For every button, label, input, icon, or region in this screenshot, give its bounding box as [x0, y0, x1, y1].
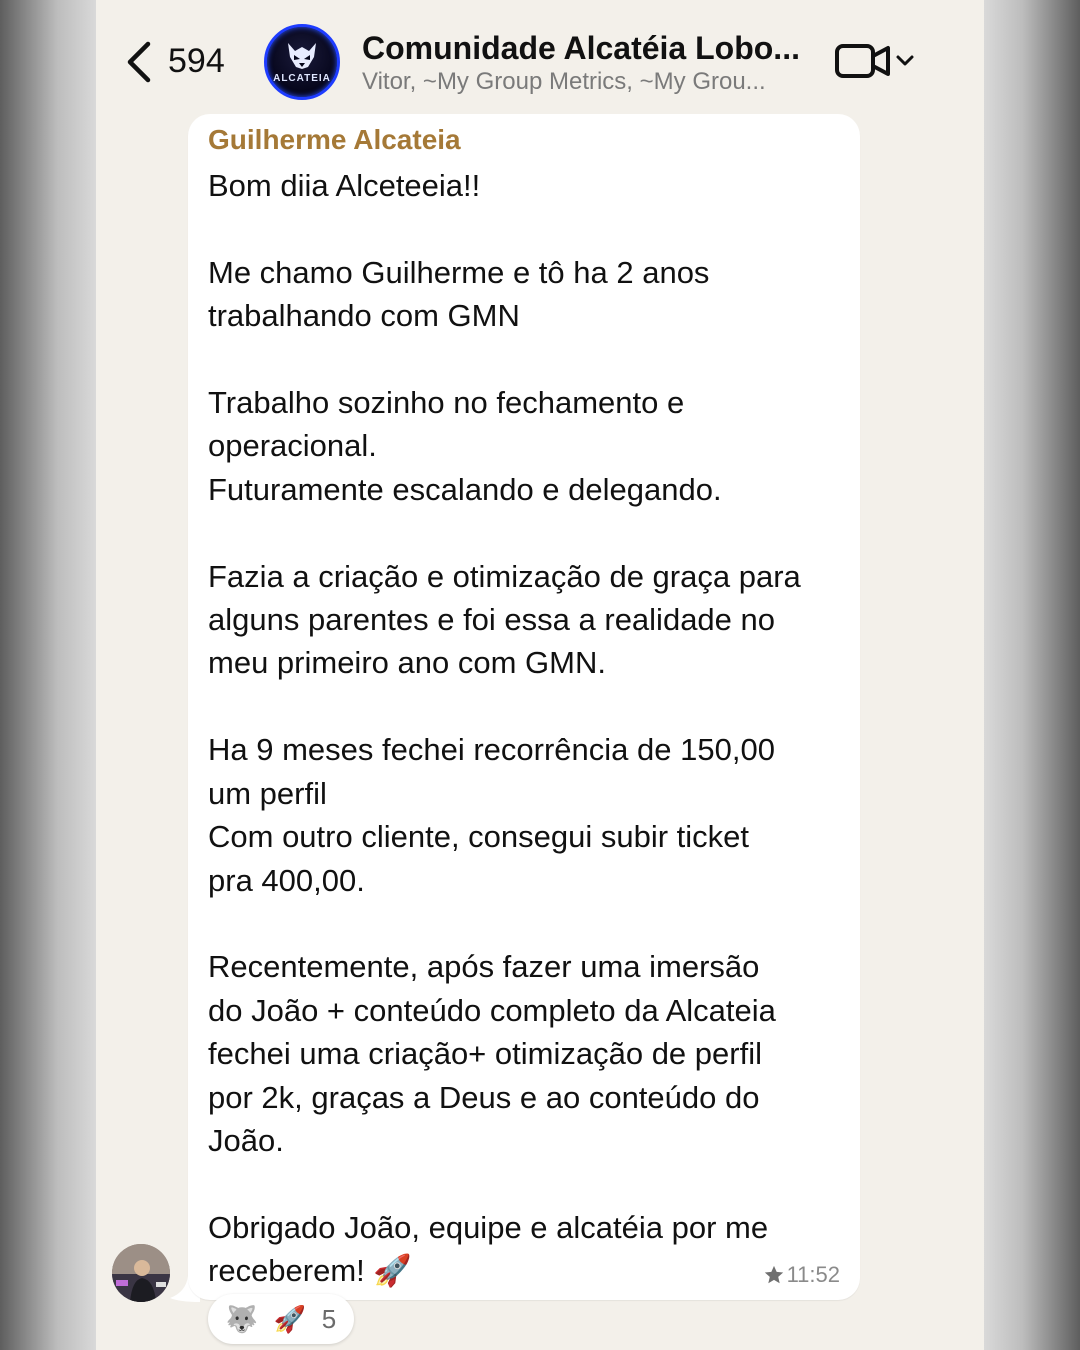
chat-screen	[96, 0, 984, 1350]
person-photo-icon	[112, 1244, 170, 1302]
video-camera-icon	[834, 41, 894, 81]
sender-avatar[interactable]	[112, 1244, 170, 1302]
reactions-pill[interactable]	[208, 1294, 354, 1344]
group-members[interactable]: Vitor, ~My Group Metrics, ~My Grou...	[362, 68, 766, 95]
timestamp-text: 11:52	[786, 1262, 840, 1287]
star-icon	[763, 1264, 785, 1286]
reaction-count: 5	[321, 1303, 337, 1334]
message-bubble[interactable]	[188, 114, 860, 1300]
right-frame	[984, 0, 1080, 1350]
chevron-left-icon	[124, 40, 152, 84]
group-name[interactable]: Comunidade Alcatéia Lobo...	[362, 30, 800, 66]
chat-header	[96, 0, 984, 110]
back-button[interactable]	[118, 38, 158, 86]
left-frame	[0, 0, 96, 1350]
chevron-down-icon	[894, 53, 916, 69]
reaction-emoji-rocket: 🚀	[273, 1304, 307, 1334]
sender-name[interactable]: Guilherme Alcateia	[208, 124, 461, 155]
message-text: Bom diia Alceteeia!! Me chamo Guilherme e tô ha 2 anos trabalhando com GMN Trabalho sozinho no fechamento e operacional. Futuramente escalando e delegando. Fazia a criação e otimização de graça para alguns parentes e foi essa a realidade no meu primeiro ano com GMN. Ha 9 meses fechei recorrência de 150,00 um perfil Com outro cliente, consegui subir ticket pra 400,00. Recentemente, após fazer uma imersão do João + conteúdo completo da Alcateia fechei uma criação+ otimização de perfil por 2k, graças a Deus e ao conteúdo do João. Obrigado João, equipe e alcatéia por me receberem! 🚀	[208, 168, 801, 1289]
wolf-logo-icon	[282, 41, 322, 71]
message-timestamp	[763, 1262, 840, 1288]
video-call-button[interactable]	[834, 40, 922, 82]
unread-count[interactable]: 594	[168, 42, 225, 80]
group-logo-text: ALCATEIA	[273, 72, 331, 84]
group-avatar[interactable]	[264, 24, 340, 100]
reaction-emoji-wolf: 🐺	[225, 1304, 259, 1334]
